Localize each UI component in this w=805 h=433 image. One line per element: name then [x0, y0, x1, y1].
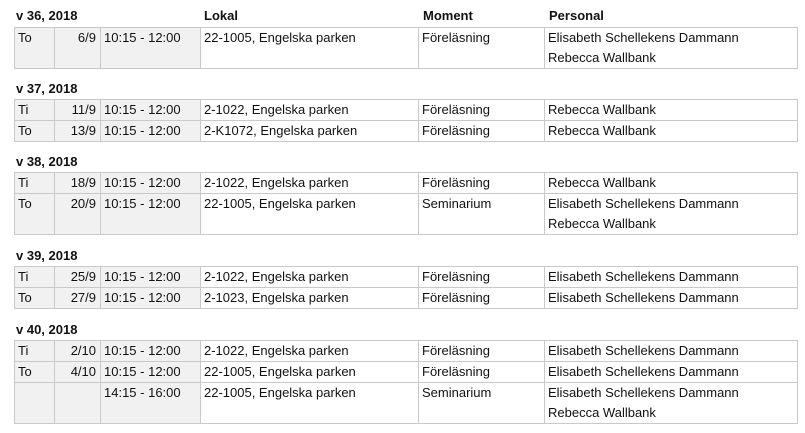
moment-cell: Föreläsning — [419, 121, 545, 142]
moment-cell: Seminarium — [419, 383, 545, 424]
week-36-table — [14, 27, 798, 69]
table-row — [15, 383, 798, 424]
table-row — [15, 341, 798, 362]
date-cell — [55, 383, 101, 424]
room-cell: 2-1022, Engelska parken — [201, 341, 419, 362]
staff-cell — [545, 100, 798, 121]
table-row — [15, 194, 798, 235]
day-cell: Ti — [15, 100, 55, 121]
day-cell: To — [15, 362, 55, 383]
staff-cell — [545, 362, 798, 383]
staff-name: Elisabeth Schellekens Dammann — [548, 30, 739, 45]
staff-name: Rebecca Wallbank — [548, 102, 656, 117]
column-header-lokal: Lokal — [204, 8, 238, 23]
staff-name: Elisabeth Schellekens Dammann — [548, 343, 739, 358]
staff-name: Rebecca Wallbank — [548, 123, 656, 138]
day-cell: To — [15, 121, 55, 142]
staff-name: Rebecca Wallbank — [548, 50, 656, 65]
table-row — [15, 362, 798, 383]
week-40-table — [14, 340, 798, 424]
staff-name: Elisabeth Schellekens Dammann — [548, 269, 739, 284]
week-label: v 36, 2018 — [16, 8, 78, 23]
staff-name: Rebecca Wallbank — [548, 175, 656, 190]
date-cell: 6/9 — [55, 28, 101, 69]
day-cell: Ti — [15, 267, 55, 288]
moment-cell: Seminarium — [419, 194, 545, 235]
time-cell: 10:15 - 12:00 — [101, 288, 201, 309]
room-cell: 2-1022, Engelska parken — [201, 100, 419, 121]
moment-cell: Föreläsning — [419, 288, 545, 309]
time-cell: 10:15 - 12:00 — [101, 121, 201, 142]
time-cell: 10:15 - 12:00 — [101, 194, 201, 235]
table-row — [15, 267, 798, 288]
day-cell — [15, 383, 55, 424]
time-cell: 10:15 - 12:00 — [101, 267, 201, 288]
column-header-row — [0, 8, 805, 25]
week-label: v 37, 2018 — [16, 81, 78, 96]
staff-name: Rebecca Wallbank — [548, 216, 656, 231]
moment-cell: Föreläsning — [419, 267, 545, 288]
table-row — [15, 288, 798, 309]
staff-name: Elisabeth Schellekens Dammann — [548, 364, 739, 379]
table-row — [15, 121, 798, 142]
time-cell: 10:15 - 12:00 — [101, 100, 201, 121]
moment-cell: Föreläsning — [419, 100, 545, 121]
room-cell: 22-1005, Engelska parken — [201, 28, 419, 69]
room-cell: 22-1005, Engelska parken — [201, 194, 419, 235]
week-39-table — [14, 266, 798, 309]
day-cell: Ti — [15, 341, 55, 362]
room-cell: 2-1022, Engelska parken — [201, 173, 419, 194]
date-cell: 27/9 — [55, 288, 101, 309]
column-header-moment: Moment — [423, 8, 473, 23]
date-cell: 18/9 — [55, 173, 101, 194]
time-cell: 10:15 - 12:00 — [101, 28, 201, 69]
staff-cell — [545, 121, 798, 142]
staff-cell — [545, 267, 798, 288]
date-cell: 20/9 — [55, 194, 101, 235]
table-row — [15, 28, 798, 69]
staff-name: Elisabeth Schellekens Dammann — [548, 290, 739, 305]
day-cell: To — [15, 28, 55, 69]
time-cell: 10:15 - 12:00 — [101, 341, 201, 362]
room-cell: 2-1023, Engelska parken — [201, 288, 419, 309]
room-cell: 22-1005, Engelska parken — [201, 383, 419, 424]
staff-cell — [545, 383, 798, 424]
staff-cell — [545, 288, 798, 309]
room-cell: 22-1005, Engelska parken — [201, 362, 419, 383]
date-cell: 11/9 — [55, 100, 101, 121]
week-37-table — [14, 99, 798, 142]
week-38-table — [14, 172, 798, 235]
week-label: v 38, 2018 — [16, 154, 78, 169]
room-cell: 2-1022, Engelska parken — [201, 267, 419, 288]
week-label: v 39, 2018 — [16, 248, 78, 263]
time-cell: 10:15 - 12:00 — [101, 362, 201, 383]
moment-cell: Föreläsning — [419, 362, 545, 383]
date-cell: 2/10 — [55, 341, 101, 362]
moment-cell: Föreläsning — [419, 341, 545, 362]
day-cell: Ti — [15, 173, 55, 194]
week-label: v 40, 2018 — [16, 322, 78, 337]
day-cell: To — [15, 194, 55, 235]
table-row — [15, 100, 798, 121]
date-cell: 25/9 — [55, 267, 101, 288]
staff-cell — [545, 28, 798, 69]
day-cell: To — [15, 288, 55, 309]
table-row — [15, 173, 798, 194]
moment-cell: Föreläsning — [419, 173, 545, 194]
column-header-personal: Personal — [549, 8, 604, 23]
staff-name: Elisabeth Schellekens Dammann — [548, 385, 739, 400]
time-cell: 10:15 - 12:00 — [101, 173, 201, 194]
date-cell: 13/9 — [55, 121, 101, 142]
staff-cell — [545, 194, 798, 235]
moment-cell: Föreläsning — [419, 28, 545, 69]
date-cell: 4/10 — [55, 362, 101, 383]
staff-cell — [545, 173, 798, 194]
room-cell: 2-K1072, Engelska parken — [201, 121, 419, 142]
staff-name: Rebecca Wallbank — [548, 405, 656, 420]
time-cell: 14:15 - 16:00 — [101, 383, 201, 424]
staff-cell — [545, 341, 798, 362]
staff-name: Elisabeth Schellekens Dammann — [548, 196, 739, 211]
